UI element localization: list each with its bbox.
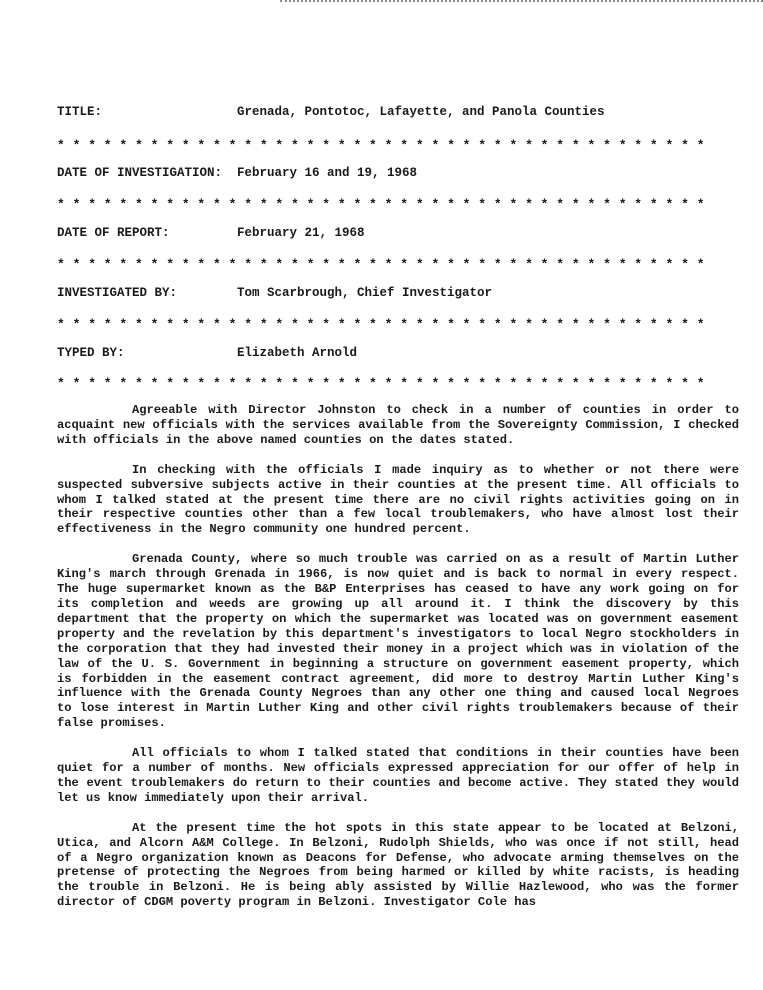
paragraph-grenada: Grenada County, where so much trouble was carried on as a result of Martin Luther King's march through Grenada in 1966, is now quiet and is back to normal in every respect. The huge supermarket known as the B&P Enterprises has ceased to have any work going on for its completion and weeds are growing up all around it. I think the discovery by this department that the property on which the supermarket was located was on government easement property and the revelation by this department's investigators to local Negro stockholders in the corporation that they had invested their money in a project which was in violation of the law of the U. S. Government in beginning a structure on government easement property, which is forbidden in the easement contract agreement, did more to destroy Martin Luther King's influence with the Grenada County Negroes than any other one thing and caused local Negroes to lose interest in Martin Luther King and other civil rights troublemakers because of their false promises. [57, 552, 739, 731]
title-row [57, 104, 605, 120]
separator-line: * * * * * * * * * * * * * * * * * * * * * * * * * * * * * * * * * * * * * * * * * * [57, 318, 705, 332]
title-value: Grenada, Pontotoc, Lafayette, and Panola Counties [237, 105, 605, 119]
investigated-by-value: Tom Scarbrough, Chief Investigator [237, 286, 493, 300]
paragraph-intro: Agreeable with Director Johnston to check in a number of counties in order to acquaint new officials with the services available from the Sovereignty Commission, I checked with officials in the above named counties on the dates stated. [57, 403, 739, 447]
title-label: TITLE: [57, 105, 103, 119]
paragraph-hot-spots: At the present time the hot spots in this state appear to be located at Belzoni, Utica, and Alcorn A&M College. In Belzoni, Rudolph Shields, who was once if not still, head of a Negro organization known as Deacons for Defense, who advocate arming themselves on the pretense of protecting the Negroes from being harmed or killed by white racists, is heading the trouble in Belzoni. He is being ably assisted by Willie Hazlewood, who was the former director of CDGM poverty program in Belzoni. Investigator Cole has [57, 820, 739, 910]
typed-by-row [57, 345, 357, 361]
investigated-by-row [57, 285, 492, 301]
typed-by-label: TYPED BY: [57, 346, 125, 360]
paragraph-inquiry: In checking with the officials I made inquiry as to whether or not there were suspected subversive subjects active in their counties at the present time. All officials to whom I talked stated at the present time there are no civil rights activities going on in their respective counties other than a few local troublemakers, who have almost lost their effectiveness in the Negro community one hundred percent. [57, 462, 739, 537]
separator-line: * * * * * * * * * * * * * * * * * * * * * * * * * * * * * * * * * * * * * * * * * * [57, 139, 705, 153]
separator-line: * * * * * * * * * * * * * * * * * * * * * * * * * * * * * * * * * * * * * * * * * * [57, 198, 705, 212]
paragraph-officials: All officials to whom I talked stated that conditions in their counties have been quiet for a number of months. New officials expressed appreciation for our offer of help in the event troublemakers do return to their counties and become active. They stated they would let us know immediately upon their arrival. [57, 746, 739, 805]
date-investigation-value: February 16 and 19, 1968 [237, 166, 418, 180]
scan-top-edge [280, 0, 763, 5]
report-body [57, 403, 739, 925]
date-report-value: February 21, 1968 [237, 226, 365, 240]
date-investigation-label: DATE OF INVESTIGATION: [57, 166, 223, 180]
date-report-row [57, 225, 365, 241]
separator-line: * * * * * * * * * * * * * * * * * * * * * * * * * * * * * * * * * * * * * * * * * * [57, 258, 705, 272]
date-report-label: DATE OF REPORT: [57, 226, 170, 240]
investigated-by-label: INVESTIGATED BY: [57, 286, 178, 300]
separator-line: * * * * * * * * * * * * * * * * * * * * * * * * * * * * * * * * * * * * * * * * * * [57, 377, 705, 391]
typed-by-value: Elizabeth Arnold [237, 346, 358, 360]
date-investigation-row [57, 165, 417, 181]
